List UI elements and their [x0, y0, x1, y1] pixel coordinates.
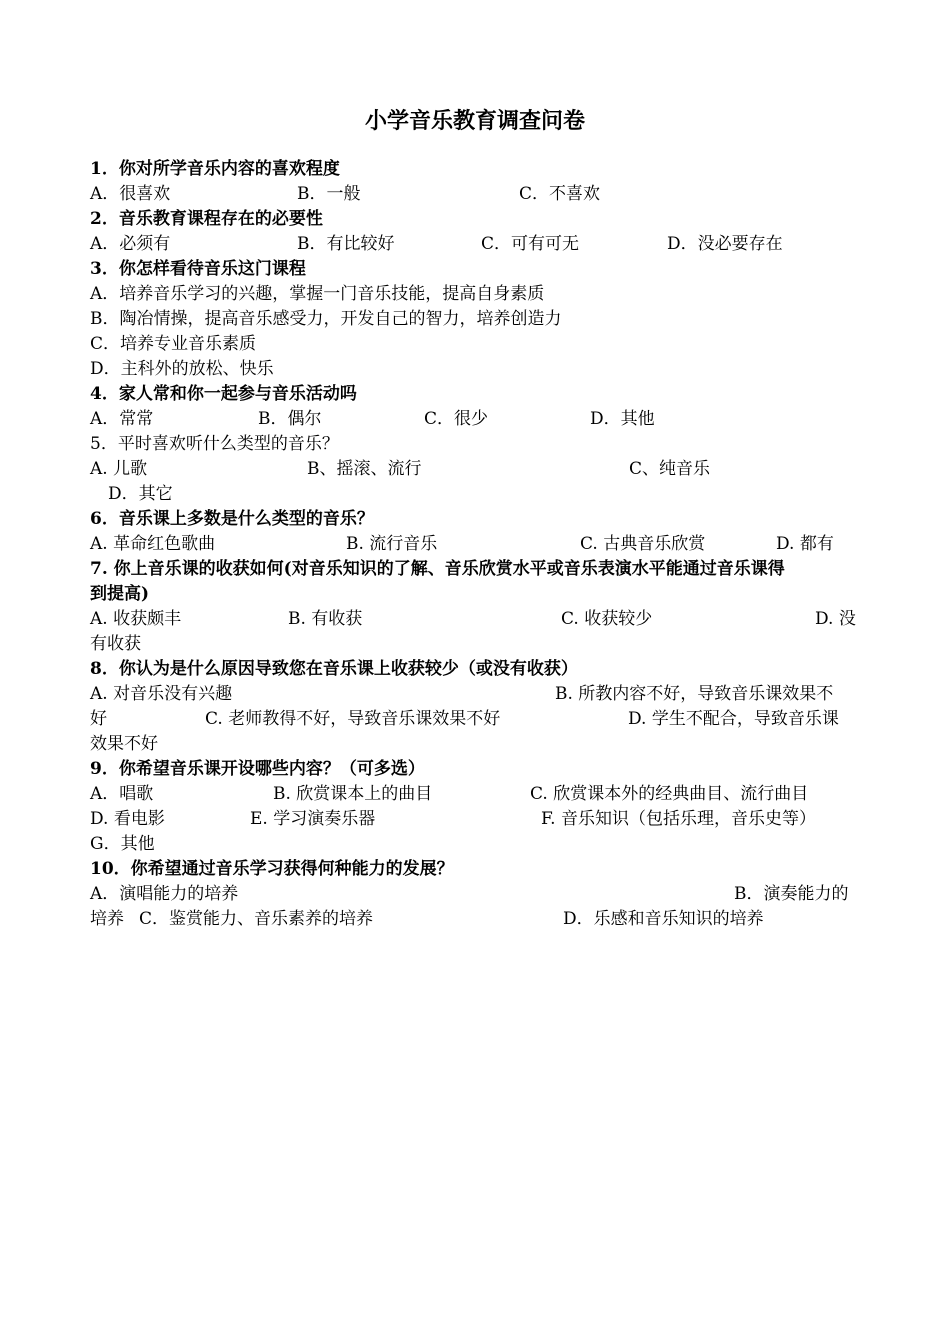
option-text: B. 有收获 [288, 609, 363, 629]
question-text: 2．音乐教育课程存在的必要性 [90, 209, 323, 229]
option-text: C．鉴赏能力、音乐素养的培养 [139, 909, 374, 929]
option-line [90, 432, 860, 457]
question-line [90, 257, 860, 282]
option-text: 培养 [90, 909, 124, 929]
option-text: B. 流行音乐 [346, 534, 438, 554]
question-text: 到提高) [90, 584, 150, 604]
option-text: 有收获 [90, 634, 141, 654]
option-text: B．偶尔 [258, 409, 322, 429]
option-text: 好 [90, 709, 107, 729]
option-text: D. 学生不配合，导致音乐课 [628, 709, 839, 729]
question-text: 10．你希望通过音乐学习获得何种能力的发展？ [90, 859, 454, 879]
option-text: A. 革命红色歌曲 [90, 534, 216, 554]
question-text: 4．家人常和你一起参与音乐活动吗 [90, 384, 357, 404]
option-line [90, 782, 860, 807]
option-text: E. 学习演奏乐器 [250, 809, 376, 829]
option-text: C．培养专业音乐素质 [90, 334, 257, 354]
option-line [90, 632, 860, 657]
option-text: C. 欣赏课本外的经典曲目、流行曲目 [530, 784, 809, 804]
document-title: 小学音乐教育调查问卷 [364, 108, 585, 134]
option-text: B．有比较好 [297, 234, 395, 254]
option-text: A．很喜欢 [90, 184, 171, 204]
question-text: 3．你怎样看待音乐这门课程 [90, 259, 306, 279]
option-text: C．很少 [424, 409, 489, 429]
option-line [90, 232, 860, 257]
option-text: C. 古典音乐欣赏 [580, 534, 706, 554]
question-line [90, 157, 860, 182]
option-line [90, 182, 860, 207]
option-text: F. 音乐知识（包括乐理，音乐史等） [541, 809, 816, 829]
option-line [90, 682, 860, 707]
option-text: A. 收获颇丰 [90, 609, 182, 629]
question-line [90, 207, 860, 232]
option-text: D．其他 [590, 409, 655, 429]
question-line [90, 857, 860, 882]
question-line [90, 507, 860, 532]
option-line [90, 907, 860, 932]
question-text: 9．你希望音乐课开设哪些内容？（可多选） [90, 759, 425, 779]
option-text: D. 看电影 [90, 809, 165, 829]
option-text: A. 儿歌 [90, 459, 148, 479]
option-line [90, 882, 860, 907]
option-text: D．其它 [108, 484, 173, 504]
option-text: D．乐感和音乐知识的培养 [563, 909, 764, 929]
option-text: A．演唱能力的培养 [90, 884, 239, 904]
option-text: 5．平时喜欢听什么类型的音乐？ [90, 434, 339, 454]
option-text: C. 老师教得不好，导致音乐课效果不好 [205, 709, 501, 729]
option-text: A．常常 [90, 409, 154, 429]
question-text: 1．你对所学音乐内容的喜欢程度 [90, 159, 340, 179]
option-line [90, 732, 860, 757]
option-text: B．演奏能力的 [734, 884, 849, 904]
question-text: 8．你认为是什么原因导致您在音乐课上收获较少（或没有收获） [90, 659, 578, 679]
option-line [90, 532, 860, 557]
option-text: B. 欣赏课本上的曲目 [273, 784, 433, 804]
option-text: B．一般 [297, 184, 361, 204]
question-line [90, 657, 860, 682]
option-text: A．唱歌 [90, 784, 154, 804]
option-line [90, 607, 860, 632]
question-line [90, 557, 860, 582]
option-text: A. 对音乐没有兴趣 [90, 684, 233, 704]
option-line [90, 832, 860, 857]
question-line [90, 382, 860, 407]
option-text: C．不喜欢 [519, 184, 601, 204]
option-text: B．陶冶情操，提高音乐感受力，开发自己的智力，培养创造力 [90, 309, 562, 329]
question-text: 7. 你上音乐课的收获如何(对音乐知识的了解、音乐欣赏水平或音乐表演水平能通过音乐课得 [90, 559, 785, 579]
option-line [90, 807, 860, 832]
question-text: 6．音乐课上多数是什么类型的音乐？ [90, 509, 374, 529]
option-text: 效果不好 [90, 734, 158, 754]
option-text: B、摇滚、流行 [307, 459, 422, 479]
option-line [90, 707, 860, 732]
option-text: C．可有可无 [481, 234, 580, 254]
option-text: C. 收获较少 [561, 609, 653, 629]
option-text: D．主科外的放松、快乐 [90, 359, 274, 379]
option-text: G．其他 [90, 834, 155, 854]
option-line [90, 457, 860, 482]
option-line [90, 357, 860, 382]
option-line [90, 407, 860, 432]
option-line [90, 282, 860, 307]
option-text: A．必须有 [90, 234, 171, 254]
option-line [90, 482, 860, 507]
option-text: D. 没 [815, 609, 856, 629]
option-text: D. 都有 [776, 534, 834, 554]
option-text: D．没必要存在 [667, 234, 783, 254]
option-line [90, 307, 860, 332]
question-line [90, 757, 860, 782]
option-text: B. 所教内容不好，导致音乐课效果不 [555, 684, 834, 704]
question-line [90, 582, 860, 607]
option-line [90, 332, 860, 357]
option-text: A．培养音乐学习的兴趣，掌握一门音乐技能，提高自身素质 [90, 284, 545, 304]
option-text: C、纯音乐 [629, 459, 711, 479]
